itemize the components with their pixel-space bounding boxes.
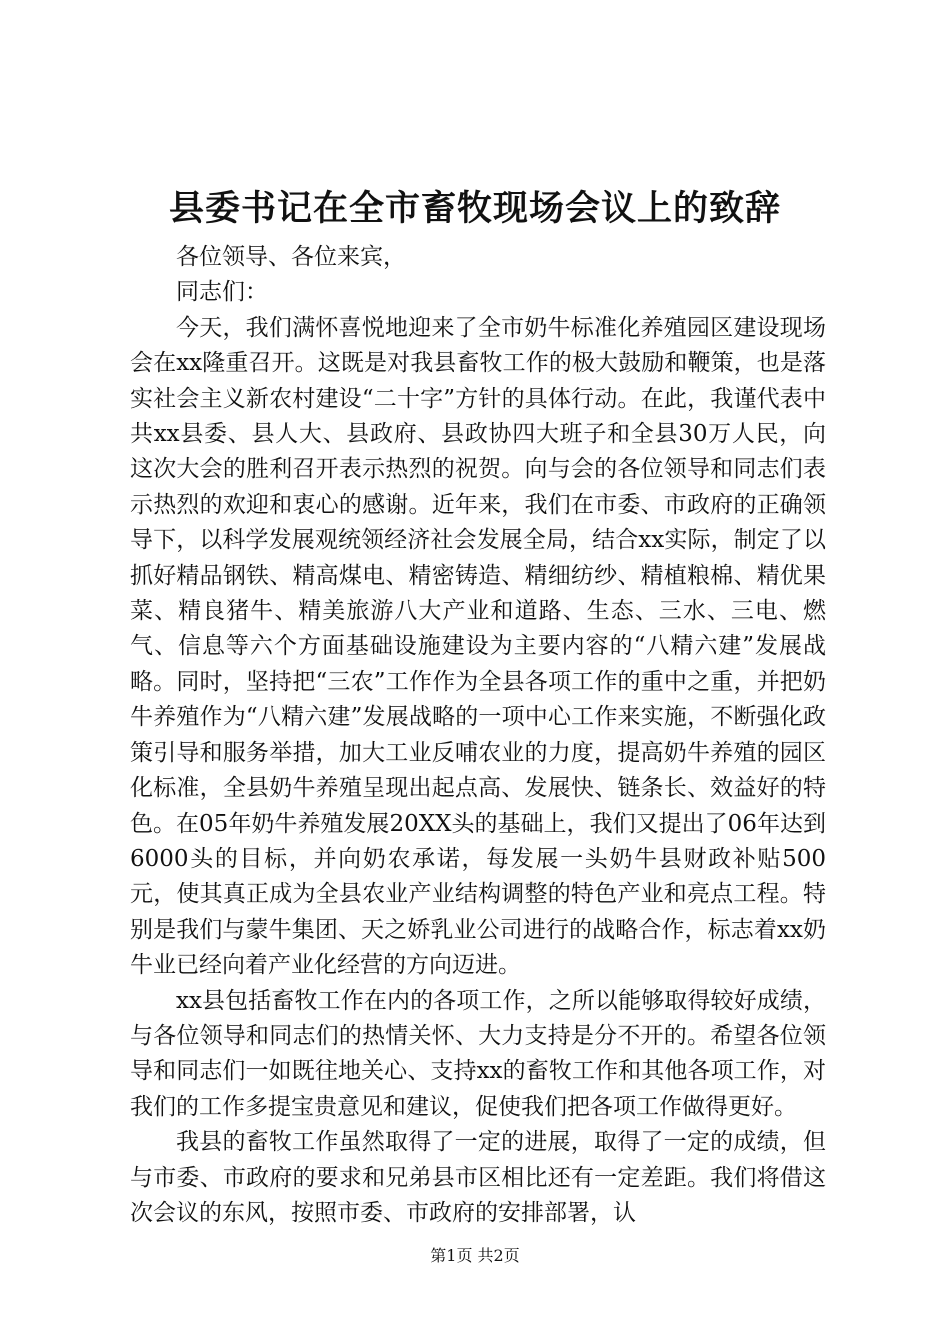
document-title: 县委书记在全市畜牧现场会议上的致辞 [168,188,781,229]
paragraph-2: xx县包括畜牧工作在内的各项工作，之所以能够取得较好成绩，与各位领导和同志们的热情关怀、大力支持是分不开的。希望各位领导和同志们一如既往地关心、支持xx的畜牧工作和其他各项工作，对我们的工作多提宝贵意见和建议，促使我们把各项工作做得更好。 [130,987,826,1120]
document-body [130,240,826,1231]
salutation-line-1: 各位领导、各位来宾， [176,244,406,270]
paragraph-3: 我县的畜牧工作虽然取得了一定的进展，取得了一定的成绩，但与市委、市政府的要求和兄弟县市区相比还有一定差距。我们将借这次会议的东风，按照市委、市政府的安排部署，认 [130,1129,826,1226]
paragraph-1: 今天，我们满怀喜悦地迎来了全市奶牛标准化养殖园区建设现场会在xx隆重召开。这既是对我县畜牧工作的极大鼓励和鞭策，也是落实社会主义新农村建设“二十字”方针的具体行动。在此，我谨代表中共xx县委、县人大、县政府、县政协四大班子和全县30万人民，向这次大会的胜利召开表示热烈的祝贺。向与会的各位领导和同志们表示热烈的欢迎和衷心的感谢。近年来，我们在市委、市政府的正确领导下，以科学发展观统领经济社会发展全局，结合xx实际，制定了以抓好精品钢铁、精高煤电、精密铸造、精细纺纱、精植粮棉、精优果菜、精良猪牛、精美旅游八大产业和道路、生态、三水、三电、燃气、信息等六个方面基础设施建设为主要内容的“八精六建”发展战略。同时，坚持把“三农”工作作为全县各项工作的重中之重，并把奶牛养殖作为“八精六建”发展战略的一项中心工作来实施，不断强化政策引导和服务举措，加大工业反哺农业的力度，提高奶牛养殖的园区化标准，全县奶牛养殖呈现出起点高、发展快、链条长、效益好的特色。在05年奶牛养殖发展20XX头的基础上，我们又提出了06年达到6000头的目标，并向奶农承诺，每发展一头奶牛县财政补贴500元，使其真正成为全县农业产业结构调整的特色产业和亮点工程。特别是我们与蒙牛集团、天之娇乳业公司进行的战略合作，标志着xx奶牛业已经向着产业化经营的方向迈进。 [130,314,826,979]
page-number-footer: 第1页 共2页 [430,1246,520,1265]
salutation-line-2: 同志们： [176,279,268,306]
